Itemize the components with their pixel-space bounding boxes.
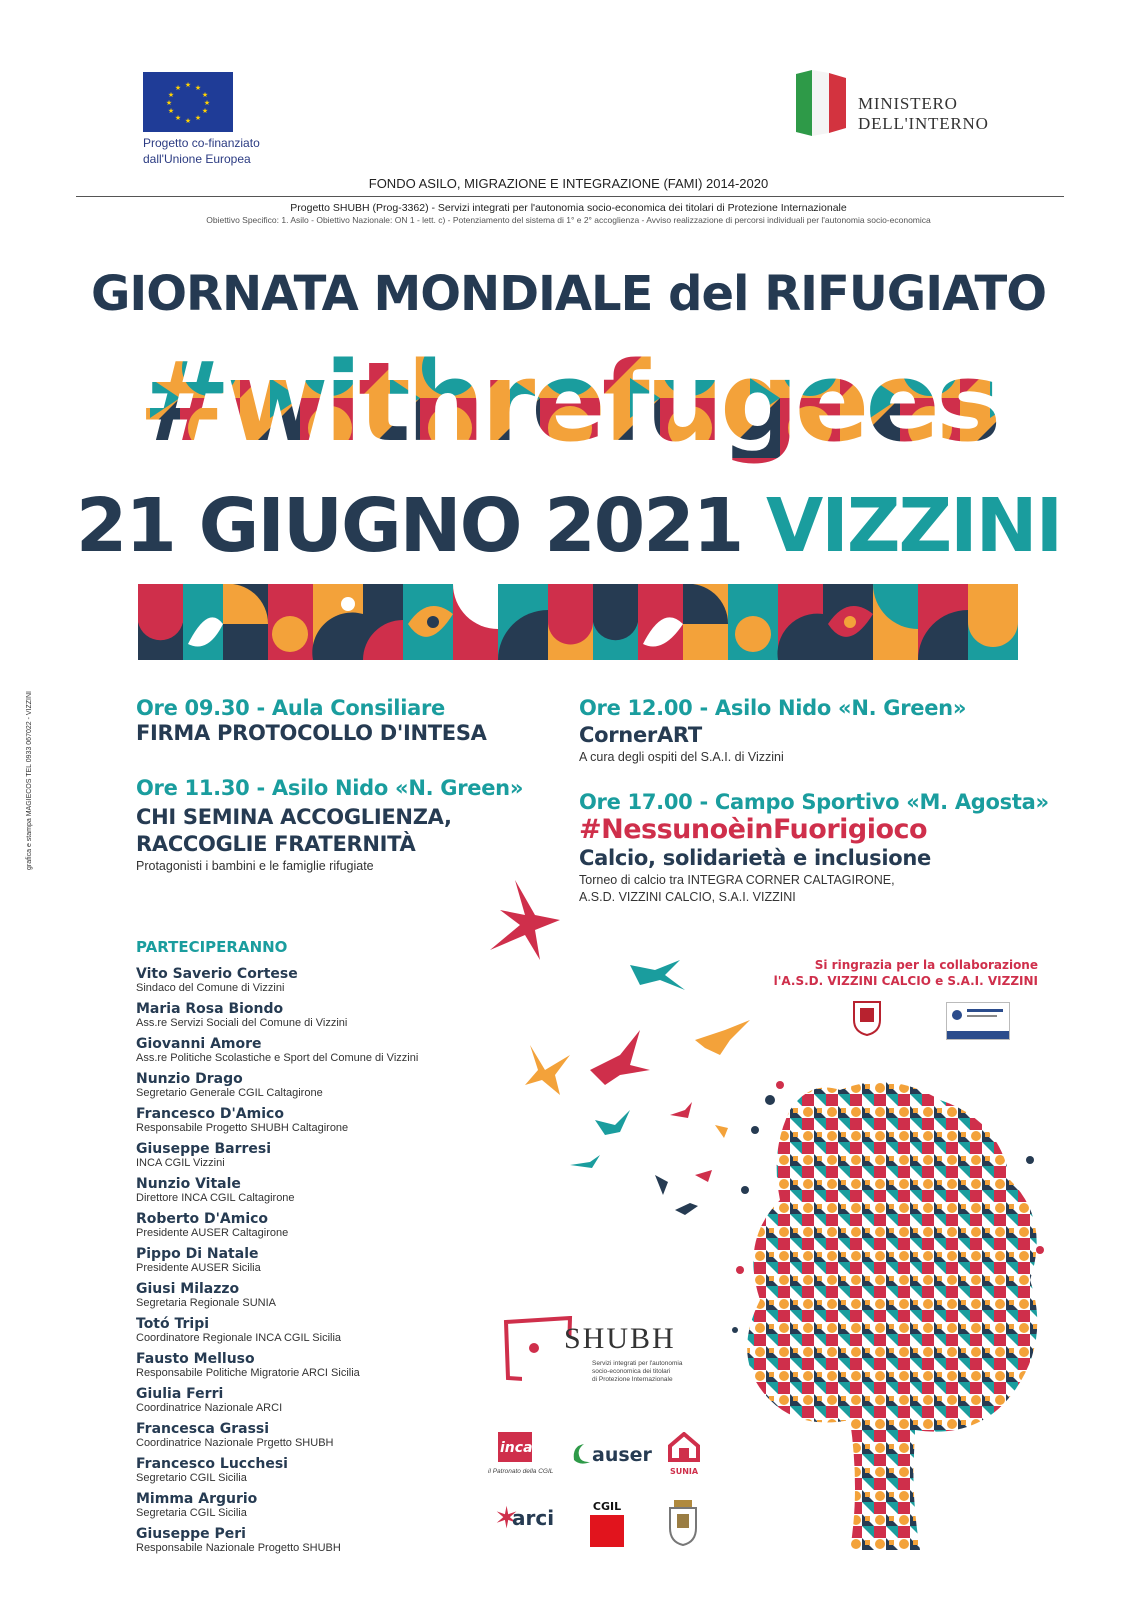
event-3-time: Ore 12.00 - Asilo Nido «N. Green» — [579, 696, 967, 720]
participants-heading: PARTECIPERANNO — [136, 938, 288, 956]
arci-label: arci — [512, 1506, 555, 1530]
event-3-title: CornerART — [579, 723, 702, 747]
participant-name: Giuseppe Peri — [136, 1526, 246, 1542]
svg-text:★: ★ — [184, 82, 192, 89]
participant-role: Ass.re Politiche Scolastiche e Sport del Comune di Vizzini — [136, 1052, 419, 1064]
participant-role: Responsabile Nazionale Progetto SHUBH — [136, 1542, 341, 1554]
project-line: Progetto SHUBH (Prog-3362) - Servizi integrati per l'autonomia socio-economica dei titolari di Protezione Internazionale — [290, 202, 847, 214]
event-1-time: Ore 09.30 - Aula Consiliare — [136, 696, 445, 720]
inca-label: inca — [500, 1440, 533, 1456]
svg-text:★: ★ — [165, 100, 173, 107]
participant-role: INCA CGIL Vizzini — [136, 1157, 225, 1169]
cgil-label: CGIL — [592, 1500, 622, 1513]
participant-role: Ass.re Servizi Sociali del Comune di Vizzini — [136, 1017, 348, 1029]
participant-item — [136, 1351, 536, 1386]
participant-item — [136, 1176, 536, 1211]
auser-label: auser — [592, 1444, 652, 1466]
shubh-desc-line1: Servizi integrati per l'autonomia — [592, 1360, 683, 1367]
header-divider — [76, 196, 1064, 197]
inca-logo — [488, 1432, 558, 1480]
fami-heading: FONDO ASILO, MIGRAZIONE E INTEGRAZIONE (FAMI) 2014-2020 — [368, 176, 769, 191]
sunia-logo — [666, 1432, 702, 1476]
participant-item — [136, 1526, 536, 1561]
eu-caption-line2: dall'Unione Europea — [143, 152, 251, 166]
decorative-pattern-strip — [138, 584, 1018, 660]
svg-text:★: ★ — [167, 108, 175, 115]
arci-logo — [494, 1500, 554, 1536]
participant-role: Segretario Generale CGIL Caltagirone — [136, 1087, 323, 1099]
participant-item — [136, 1316, 536, 1351]
sunia-label: SUNIA — [669, 1467, 699, 1476]
event-4-note-line1: Torneo di calcio tra INTEGRA CORNER CALTAGIRONE, — [579, 873, 895, 887]
svg-text:★: ★ — [167, 92, 175, 99]
participant-name: Pippo Di Natale — [136, 1246, 259, 1262]
participant-role: Presidente AUSER Sicilia — [136, 1262, 261, 1274]
participant-name: Giovanni Amore — [136, 1036, 262, 1052]
event-2-time: Ore 11.30 - Asilo Nido «N. Green» — [136, 776, 524, 800]
participant-item — [136, 1246, 536, 1281]
eu-caption — [143, 135, 303, 167]
participant-item — [136, 1281, 536, 1316]
participant-role: Coordinatrice Nazionale ARCI — [136, 1402, 283, 1414]
participant-name: Francesco Lucchesi — [136, 1456, 288, 1472]
inca-caption: il Patronato della CGIL — [488, 1468, 554, 1475]
participant-name: Giuseppe Barresi — [136, 1141, 272, 1157]
hashtag-text: #withrefugees — [138, 338, 998, 466]
participant-role: Direttore INCA CGIL Caltagirone — [136, 1192, 295, 1204]
vizzini-calcio-crest-icon — [852, 1000, 882, 1036]
participants-list — [136, 966, 536, 1561]
participant-item — [136, 1421, 536, 1456]
ministry-name — [858, 94, 989, 134]
ministry-line2: DELL'INTERNO — [858, 114, 989, 133]
house-icon — [666, 1432, 702, 1462]
mosaic-tree-illustration — [730, 1070, 1050, 1570]
italy-flag-logo — [796, 70, 846, 136]
participant-name: Maria Rosa Biondo — [136, 1001, 284, 1017]
participant-item — [136, 1456, 536, 1491]
event-4-title: Calcio, solidarietà e inclusione — [579, 846, 932, 870]
participant-item — [136, 1386, 536, 1421]
svg-text:★: ★ — [174, 85, 182, 92]
printer-credit: grafica e stampa MAGIECOS TEL 0933 067022 - VIZZINI — [26, 691, 33, 870]
event-3 — [579, 696, 1049, 766]
participant-role: Coordinatrice Nazionale Prgetto SHUBH — [136, 1437, 334, 1449]
participant-role: Coordinatore Regionale INCA CGIL Sicilia — [136, 1332, 342, 1344]
participant-name: Vito Saverio Cortese — [136, 966, 298, 982]
shubh-description — [592, 1360, 732, 1384]
shubh-logo — [502, 1316, 732, 1396]
objective-line: Obiettivo Specifico: 1. Asilo - Obiettivo Nazionale: ON 1 - lett. c) - Potenziamento del sistema di 1° e 2° accoglienza - Avviso realizzazione di percorsi individuali per l'autonomia socio-economica — [206, 215, 931, 225]
event-2-note: Protagonisti i bambini e le famiglie rifugiate — [136, 859, 374, 873]
event-date — [0, 484, 1137, 568]
event-4-hashtag: #NessunoèinFuorigioco — [579, 814, 928, 845]
participant-name: Giulia Ferri — [136, 1386, 224, 1402]
participant-item — [136, 1071, 536, 1106]
participant-name: Mimma Argurio — [136, 1491, 258, 1507]
event-2-title-line2: RACCOGLIE FRATERNITÀ — [136, 832, 416, 856]
event-2-title-line1: CHI SEMINA ACCOGLIENZA, — [136, 805, 452, 829]
participant-item — [136, 1036, 536, 1071]
svg-text:★: ★ — [194, 115, 202, 122]
event-2 — [136, 776, 556, 875]
event-1-title: FIRMA PROTOCOLLO D'INTESA — [136, 721, 487, 745]
cgil-red-square — [590, 1515, 624, 1547]
participant-role: Segretaria CGIL Sicilia — [136, 1507, 247, 1519]
svg-text:★: ★ — [201, 108, 209, 115]
ministry-line1: MINISTERO — [858, 94, 958, 113]
svg-text:★: ★ — [184, 118, 192, 125]
arci-star-icon: ✶ — [494, 1502, 520, 1535]
participant-name: Roberto D'Amico — [136, 1211, 269, 1227]
participant-item — [136, 1211, 536, 1246]
participant-item — [136, 966, 536, 1001]
participant-item — [136, 1106, 536, 1141]
event-1 — [136, 696, 556, 747]
auser-swoosh-icon — [570, 1440, 592, 1466]
eu-flag-logo — [143, 72, 233, 132]
participant-item — [136, 1491, 536, 1526]
page-title: GIORNATA MONDIALE del RIFUGIATO — [90, 266, 1047, 322]
cgil-logo — [590, 1500, 624, 1546]
shubh-desc-line3: di Protezione Internazionale — [592, 1376, 673, 1383]
participant-name: Totó Tripi — [136, 1316, 210, 1332]
participant-name: Francesca Grassi — [136, 1421, 270, 1437]
participant-item — [136, 1001, 536, 1036]
event-3-note: A cura degli ospiti del S.A.I. di Vizzini — [579, 750, 784, 764]
shubh-desc-line2: socio-economica dei titolari — [592, 1368, 671, 1375]
participant-role: Sindaco del Comune di Vizzini — [136, 982, 285, 994]
svg-text:★: ★ — [201, 92, 209, 99]
svg-text:★: ★ — [174, 115, 182, 122]
shubh-name: SHUBH — [564, 1322, 676, 1355]
participant-name: Giusi Milazzo — [136, 1281, 240, 1297]
svg-text:★: ★ — [203, 100, 211, 107]
event-4-note-line2: A.S.D. VIZZINI CALCIO, S.A.I. VIZZINI — [579, 890, 796, 904]
vizzini-coat-of-arms-icon — [666, 1500, 700, 1546]
city-text: VIZZINI — [766, 483, 1062, 569]
sai-logo-icon — [946, 1002, 1010, 1040]
participant-name: Fausto Melluso — [136, 1351, 255, 1367]
participant-name: Francesco D'Amico — [136, 1106, 284, 1122]
auser-logo — [570, 1440, 650, 1470]
date-text: 21 GIUGNO 2021 — [75, 483, 743, 569]
participant-name: Nunzio Vitale — [136, 1176, 241, 1192]
thanks-line1: Si ringrazia per la collaborazione — [814, 958, 1038, 972]
eu-caption-line1: Progetto co-finanziato — [143, 136, 260, 150]
event-4-time: Ore 17.00 - Campo Sportivo «M. Agosta» — [579, 790, 1049, 814]
svg-text:★: ★ — [194, 85, 202, 92]
hashtag-banner — [0, 338, 1137, 468]
participant-role: Presidente AUSER Caltagirone — [136, 1227, 289, 1239]
participant-role: Responsabile Politiche Migratorie ARCI Sicilia — [136, 1367, 360, 1379]
participant-role: Segretario CGIL Sicilia — [136, 1472, 247, 1484]
participant-name: Nunzio Drago — [136, 1071, 243, 1087]
participant-role: Segretaria Regionale SUNIA — [136, 1297, 277, 1309]
participant-item — [136, 1141, 536, 1176]
participant-role: Responsabile Progetto SHUBH Caltagirone — [136, 1122, 349, 1134]
thanks-line2: l'A.S.D. VIZZINI CALCIO e S.A.I. VIZZINI — [773, 974, 1038, 988]
